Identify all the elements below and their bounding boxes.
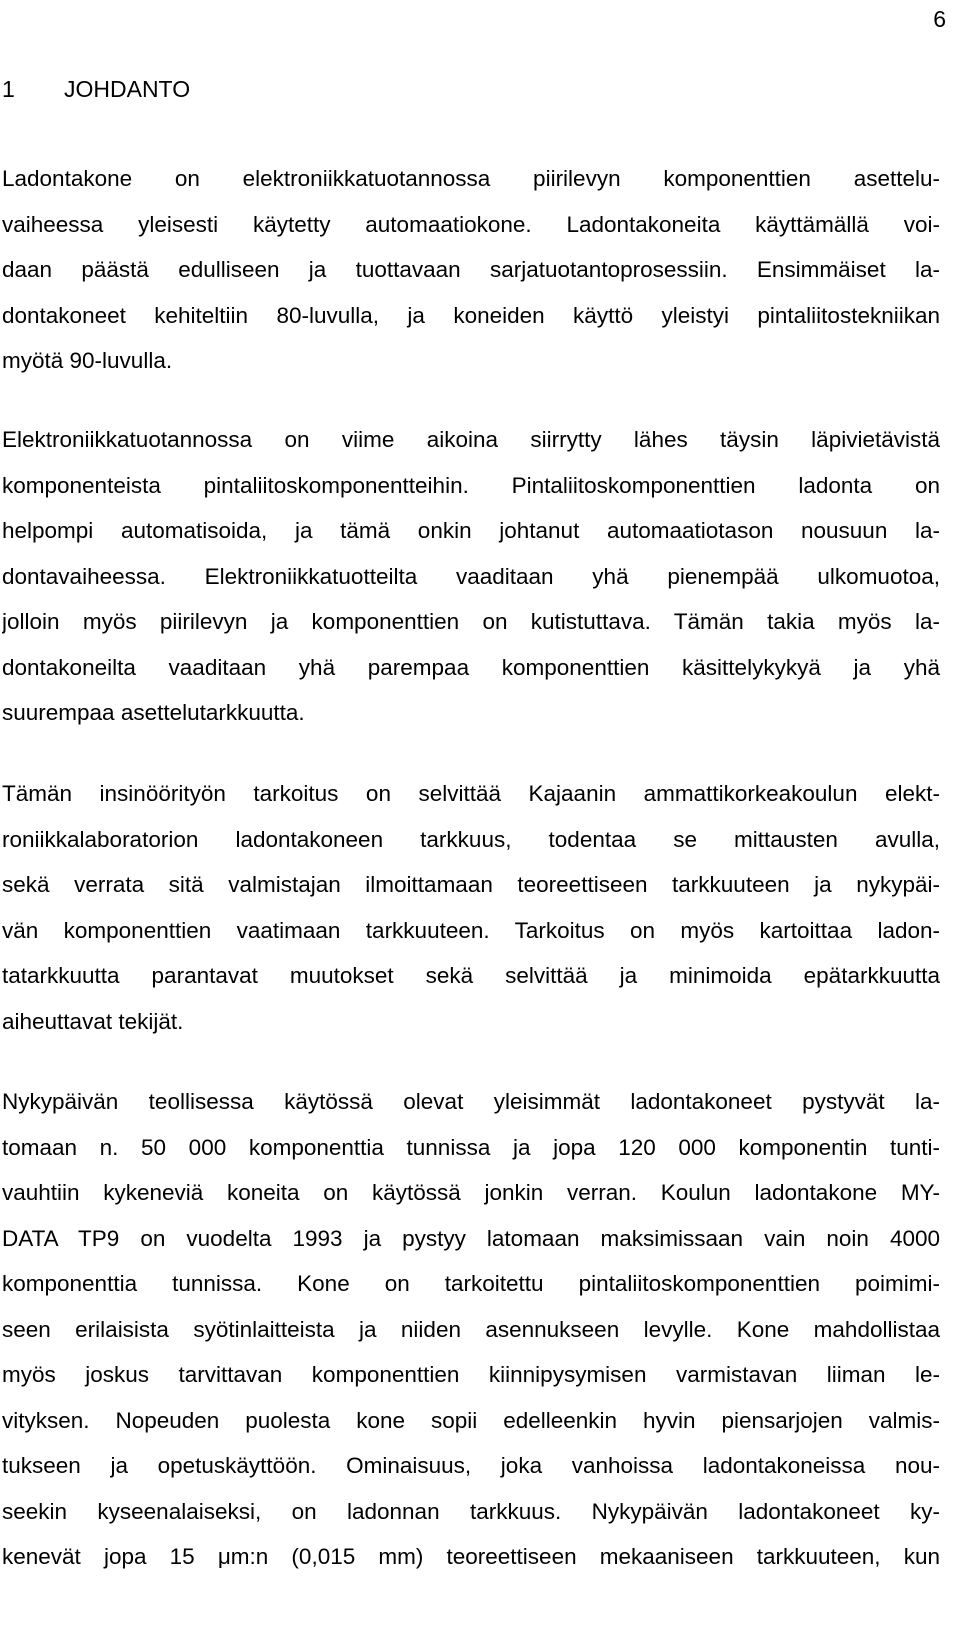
paragraph-intro (2, 156, 940, 384)
text-line: tomaan n. 50 000 komponenttia tunnissa ja jopa 120 000 komponentin tunti- (2, 1134, 940, 1160)
text-line: komponenteista pintaliitoskomponentteihin. Pintaliitoskomponenttien ladonta on (2, 472, 940, 498)
text-line: Nykypäivän teollisessa käytössä olevat yleisimmät ladontakoneet pystyvät la- (2, 1089, 940, 1114)
paragraph-purpose (2, 771, 940, 1044)
text-line: daan päästä edulliseen ja tuottavaan sarjatuotantoprosessiin. Ensimmäiset la- (2, 257, 940, 282)
text-line: dontakoneet kehiteltiin 80-luvulla, ja koneiden käyttö yleistyi pintaliitostekniikan (2, 302, 940, 328)
text-line: tatarkkuutta parantavat muutokset sekä selvittää ja minimoida epätarkkuutta (2, 963, 940, 988)
chapter-title: JOHDANTO (64, 76, 191, 102)
text-line: dontakoneilta vaaditaan yhä parempaa komponenttien käsittelykykyä ja yhä (2, 654, 940, 680)
text-line: seen erilaisista syötinlaitteista ja niiden asennukseen levylle. Kone mahdollistaa (2, 1316, 940, 1342)
text-line: kenevät jopa 15 μm:n (0,015 mm) teoreettiseen mekaaniseen tarkkuuteen, kun (2, 1544, 940, 1569)
text-line: vauhtiin kykeneviä koneita on käytössä jonkin verran. Koulun ladontakone MY- (2, 1180, 940, 1205)
text-line: sekä verrata sitä valmistajan ilmoittamaan teoreettiseen tarkkuuteen ja nykypäi- (2, 872, 940, 897)
text-line: DATA TP9 on vuodelta 1993 ja pystyy latomaan maksimissaan vain noin 4000 (2, 1225, 940, 1251)
text-line: myötä 90-luvulla. (2, 348, 173, 373)
chapter-heading (2, 74, 190, 104)
text-line: helpompi automatisoida, ja tämä onkin johtanut automaatiotason nousuun la- (2, 518, 940, 543)
text-line: Ladontakone on elektroniikkatuotannossa piirilevyn komponenttien asettelu- (2, 166, 940, 191)
text-line: Elektroniikkatuotannossa on viime aikoina siirrytty lähes täysin läpivietävistä (2, 427, 940, 452)
text-line: tukseen ja opetuskäyttöön. Ominaisuus, joka vanhoissa ladontakoneissa nou- (2, 1453, 940, 1478)
text-line: myös joskus tarvittavan komponenttien kiinnipysymisen varmistavan liiman le- (2, 1362, 940, 1387)
text-line: vaiheessa yleisesti käytetty automaatiokone. Ladontakoneita käyttämällä voi- (2, 211, 940, 237)
text-line: seekin kyseenalaiseksi, on ladonnan tarkkuus. Nykypäivän ladontakoneet ky- (2, 1498, 940, 1524)
text-line: aiheuttavat tekijät. (2, 1008, 184, 1034)
text-line: dontavaiheessa. Elektroniikkatuotteilta vaaditaan yhä pienempää ulkomuotoa, (2, 563, 940, 589)
text-line: Tämän insinöörityön tarkoitus on selvittää Kajaanin ammattikorkeakoulun elekt- (2, 781, 940, 806)
text-line: vityksen. Nopeuden puolesta kone sopii edelleenkin hyvin piensarjojen valmis- (2, 1407, 940, 1433)
text-line: vän komponenttien vaatimaan tarkkuuteen. Tarkoitus on myös kartoittaa ladon- (2, 917, 940, 943)
text-line: suurempaa asettelutarkkuutta. (2, 700, 305, 725)
text-line: roniikkalaboratorion ladontakoneen tarkkuus, todentaa se mittausten avulla, (2, 826, 940, 852)
chapter-number: 1 (2, 76, 15, 102)
paragraph-machines (2, 1079, 940, 1580)
page-number: 6 (933, 6, 946, 32)
text-line: jolloin myös piirilevyn ja komponenttien on kutistuttava. Tämän takia myös la- (2, 609, 940, 634)
paragraph-surface-mount (2, 417, 940, 736)
text-line: komponenttia tunnissa. Kone on tarkoitettu pintaliitoskomponenttien poimimi- (2, 1271, 940, 1296)
